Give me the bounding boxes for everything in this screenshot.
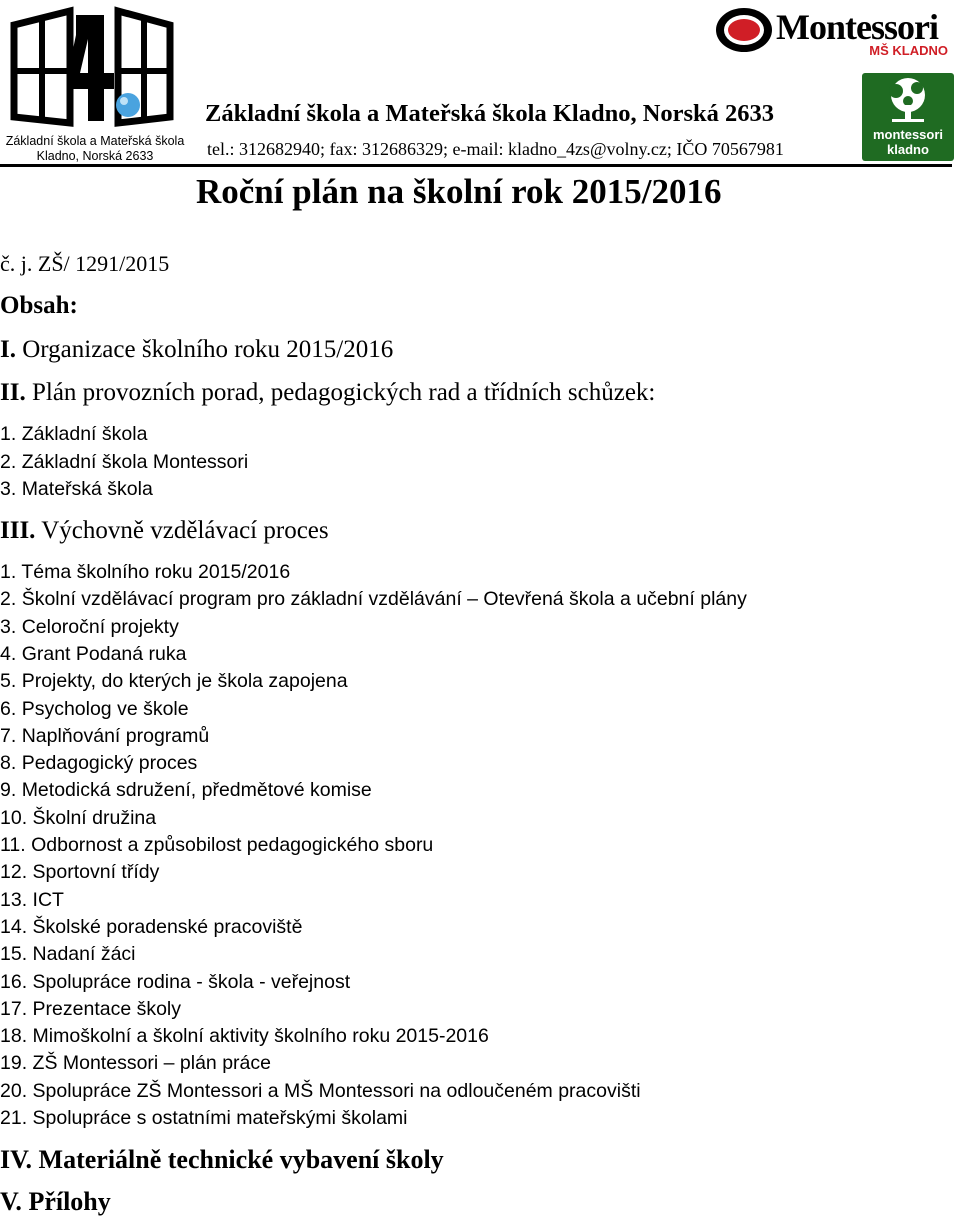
- list-item-number: 15.: [0, 943, 28, 966]
- section-numeral: I.: [0, 336, 16, 363]
- list-item: [0, 616, 179, 639]
- list-item-number: 11.: [0, 834, 26, 856]
- section-numeral: IV.: [0, 1145, 33, 1174]
- list-item-number: 19.: [0, 1052, 28, 1075]
- list-item-text: ICT: [32, 888, 64, 911]
- list-item-number: 2.: [0, 450, 17, 473]
- section-numeral: III.: [0, 517, 36, 544]
- list-item-number: 3.: [0, 478, 17, 500]
- list-item-number: 16.: [0, 970, 28, 993]
- list-item: [0, 916, 302, 939]
- list-item-text: Pedagogický proces: [21, 752, 198, 775]
- school-name: Základní škola a Mateřská škola Kladno, Norská 2633: [205, 100, 775, 127]
- list-item-text: Školní družina: [32, 806, 157, 829]
- montessori-wordmark: Montessori: [776, 7, 938, 47]
- list-item-text: Mimoškolní a školní aktivity školního roku 2015-2016: [32, 1025, 489, 1048]
- list-item: [0, 643, 186, 666]
- green-logo-line-1: montessori: [872, 127, 944, 142]
- section-title: Výchovně vzdělávací proces: [41, 517, 329, 544]
- list-item-number: 5.: [0, 670, 17, 693]
- list-item-number: 12.: [0, 861, 28, 884]
- list-item-text: Školní vzdělávací program pro základní vzdělávání – Otevřená škola a učební plány: [21, 588, 747, 611]
- list-item: [0, 807, 156, 830]
- list-item-text: Sportovní třídy: [32, 861, 160, 884]
- section-title: Organizace školního roku 2015/2016: [22, 336, 394, 363]
- list-item: [0, 752, 197, 775]
- list-item-number: 10.: [0, 806, 28, 829]
- section-heading-iii: [0, 517, 329, 545]
- list-item-text: Spolupráce s ostatními mateřskými školami: [32, 1107, 408, 1129]
- contents-label: Obsah:: [0, 292, 78, 319]
- list-item-text: Mateřská škola: [21, 478, 153, 500]
- section-heading-ii: [0, 379, 655, 407]
- list-item: [0, 943, 136, 966]
- list-item: [0, 889, 64, 912]
- list-item: [0, 779, 372, 802]
- list-item-number: 21.: [0, 1107, 28, 1129]
- school-logo: [0, 0, 190, 170]
- tree-icon: [862, 75, 954, 125]
- list-item-number: 14.: [0, 915, 28, 938]
- section-heading-iv: [0, 1145, 444, 1175]
- list-item-number: 6.: [0, 697, 17, 720]
- list-item-text: Psycholog ve škole: [21, 697, 189, 720]
- list-item-number: 2.: [0, 588, 17, 611]
- list-item: [0, 971, 350, 994]
- logo-caption-line-1: Základní škola a Mateřská škola: [5, 134, 185, 148]
- list-item: [0, 834, 433, 857]
- list-item-number: 18.: [0, 1025, 28, 1048]
- montessori-subtitle: MŠ KLADNO: [869, 43, 948, 58]
- list-item-text: Odbornost a způsobilost pedagogického sboru: [31, 834, 434, 856]
- list-item: [0, 1107, 408, 1130]
- list-item: [0, 451, 248, 474]
- logo-caption-line-2: Kladno, Norská 2633: [36, 149, 154, 163]
- list-item-number: 1.: [0, 561, 17, 583]
- list-item: [0, 698, 189, 721]
- list-item: [0, 423, 147, 446]
- list-item-text: Metodická sdružení, předmětové komise: [21, 779, 372, 802]
- list-item: [0, 588, 747, 611]
- list-item-number: 1.: [0, 423, 17, 445]
- section-title: Materiálně technické vybavení školy: [38, 1145, 444, 1174]
- school-logo-icon: [10, 5, 178, 130]
- list-item-text: Prezentace školy: [32, 997, 182, 1020]
- montessori-logo: [714, 3, 952, 63]
- list-item: [0, 1080, 641, 1103]
- montessori-oval-icon: [714, 5, 774, 55]
- montessori-kladno-logo: [862, 73, 954, 161]
- section-heading-i: [0, 336, 393, 364]
- list-item-text: Nadaní žáci: [32, 943, 136, 966]
- list-item-number: 7.: [0, 724, 17, 747]
- list-item: [0, 861, 159, 884]
- list-item-text: Základní škola Montessori: [21, 450, 249, 473]
- list-item-number: 20.: [0, 1079, 28, 1102]
- list-item-text: Spolupráce rodina - škola - veřejnost: [32, 970, 351, 993]
- list-item-text: ZŠ Montessori – plán práce: [32, 1052, 271, 1075]
- reference-number: č. j. ZŠ/ 1291/2015: [0, 251, 170, 276]
- list-item-number: 13.: [0, 888, 28, 911]
- list-item: [0, 725, 209, 748]
- section-heading-v: [0, 1187, 111, 1217]
- list-item-number: 9.: [0, 779, 17, 802]
- header-rule: [0, 164, 952, 167]
- list-item: [0, 670, 348, 693]
- section-title: Plán provozních porad, pedagogických rad a třídních schůzek:: [31, 379, 656, 406]
- list-item-text: Grant Podaná ruka: [21, 642, 187, 665]
- section-title: Přílohy: [28, 1187, 111, 1216]
- list-item: [0, 561, 290, 584]
- list-item-text: Celoroční projekty: [21, 615, 179, 638]
- list-item: [0, 998, 181, 1021]
- list-item-number: 17.: [0, 997, 28, 1020]
- green-logo-line-2: kladno: [887, 142, 929, 157]
- section-numeral: II.: [0, 379, 26, 406]
- list-item-text: Základní škola: [21, 423, 148, 445]
- list-item: [0, 478, 153, 501]
- list-item-text: Téma školního roku 2015/2016: [21, 561, 291, 583]
- list-item-text: Projekty, do kterých je škola zapojena: [21, 670, 348, 693]
- list-item-number: 8.: [0, 752, 17, 775]
- list-item-text: Naplňování programů: [21, 724, 210, 747]
- document-title: Roční plán na školní rok 2015/2016: [196, 172, 722, 211]
- school-contact: tel.: 312682940; fax: 312686329; e-mail: kladno_4zs@volny.cz; IČO 70567981: [207, 139, 784, 159]
- list-item-number: 3.: [0, 615, 17, 638]
- list-item-number: 4.: [0, 642, 17, 665]
- list-item: [0, 1025, 489, 1048]
- list-item: [0, 1052, 271, 1075]
- list-item-text: Školské poradenské pracoviště: [32, 915, 303, 938]
- section-numeral: V.: [0, 1187, 22, 1216]
- list-item-text: Spolupráce ZŠ Montessori a MŠ Montessori na odloučeném pracovišti: [32, 1079, 641, 1102]
